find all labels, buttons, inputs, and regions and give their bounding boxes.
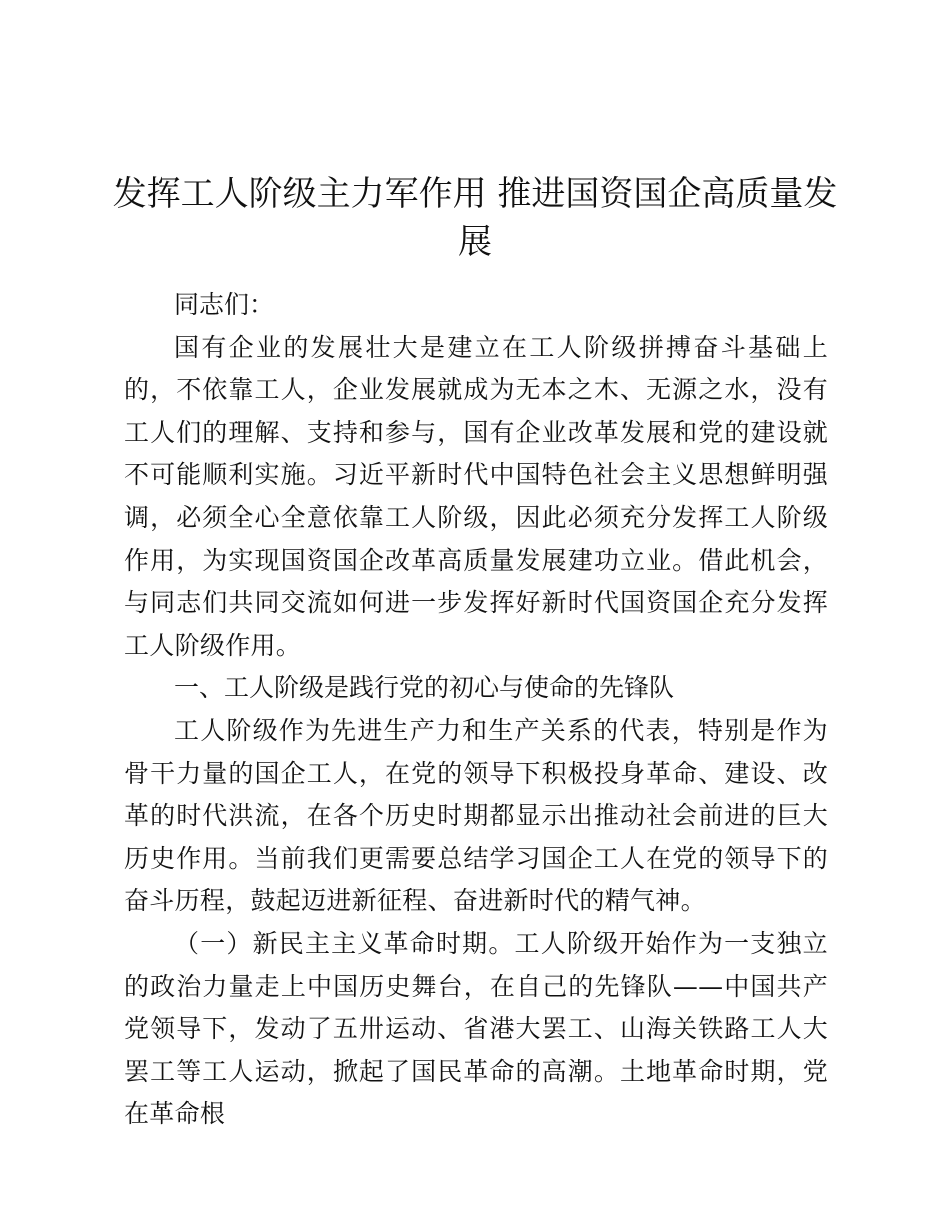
- document-body: [124, 284, 828, 1136]
- document-title: 发挥工人阶级主力军作用 推进国资国企高质量发展: [112, 174, 838, 262]
- paragraph-subsection-1: （一）新民主主义革命时期。工人阶级开始作为一支独立的政治力量走上中国历史舞台，在自己的先锋队——中国共产党领导下，发动了五卅运动、省港大罢工、山海关铁路工人大罢工等工人运动，掀起了国民革命的高潮。土地革命时期，党在革命根: [124, 928, 828, 1129]
- paragraph-intro: 国有企业的发展壮大是建立在工人阶级拼搏奋斗基础上的，不依靠工人，企业发展就成为无本之木、无源之水，没有工人们的理解、支持和参与，国有企业改革发展和党的建设就不可能顺利实施。习近平新时代中国特色社会主义思想鲜明强调，必须全心全意依靠工人阶级，因此必须充分发挥工人阶级作用，为实现国资国企改革高质量发展建功立业。借此机会，与同志们共同交流如何进一步发挥好新时代国资国企充分发挥工人阶级作用。: [124, 332, 828, 660]
- section-heading-1: 一、工人阶级是践行党的初心与使命的先锋队: [174, 673, 675, 703]
- paragraph-section-1: 工人阶级作为先进生产力和生产关系的代表，特别是作为骨干力量的国企工人，在党的领导下积极投身革命、建设、改革的时代洪流，在各个历史时期都显示出推动社会前进的巨大历史作用。当前我们更需要总结学习国企工人在党的领导下的奋斗历程，鼓起迈进新征程、奋进新时代的精气神。: [124, 715, 828, 916]
- greeting: 同志们：: [174, 290, 275, 319]
